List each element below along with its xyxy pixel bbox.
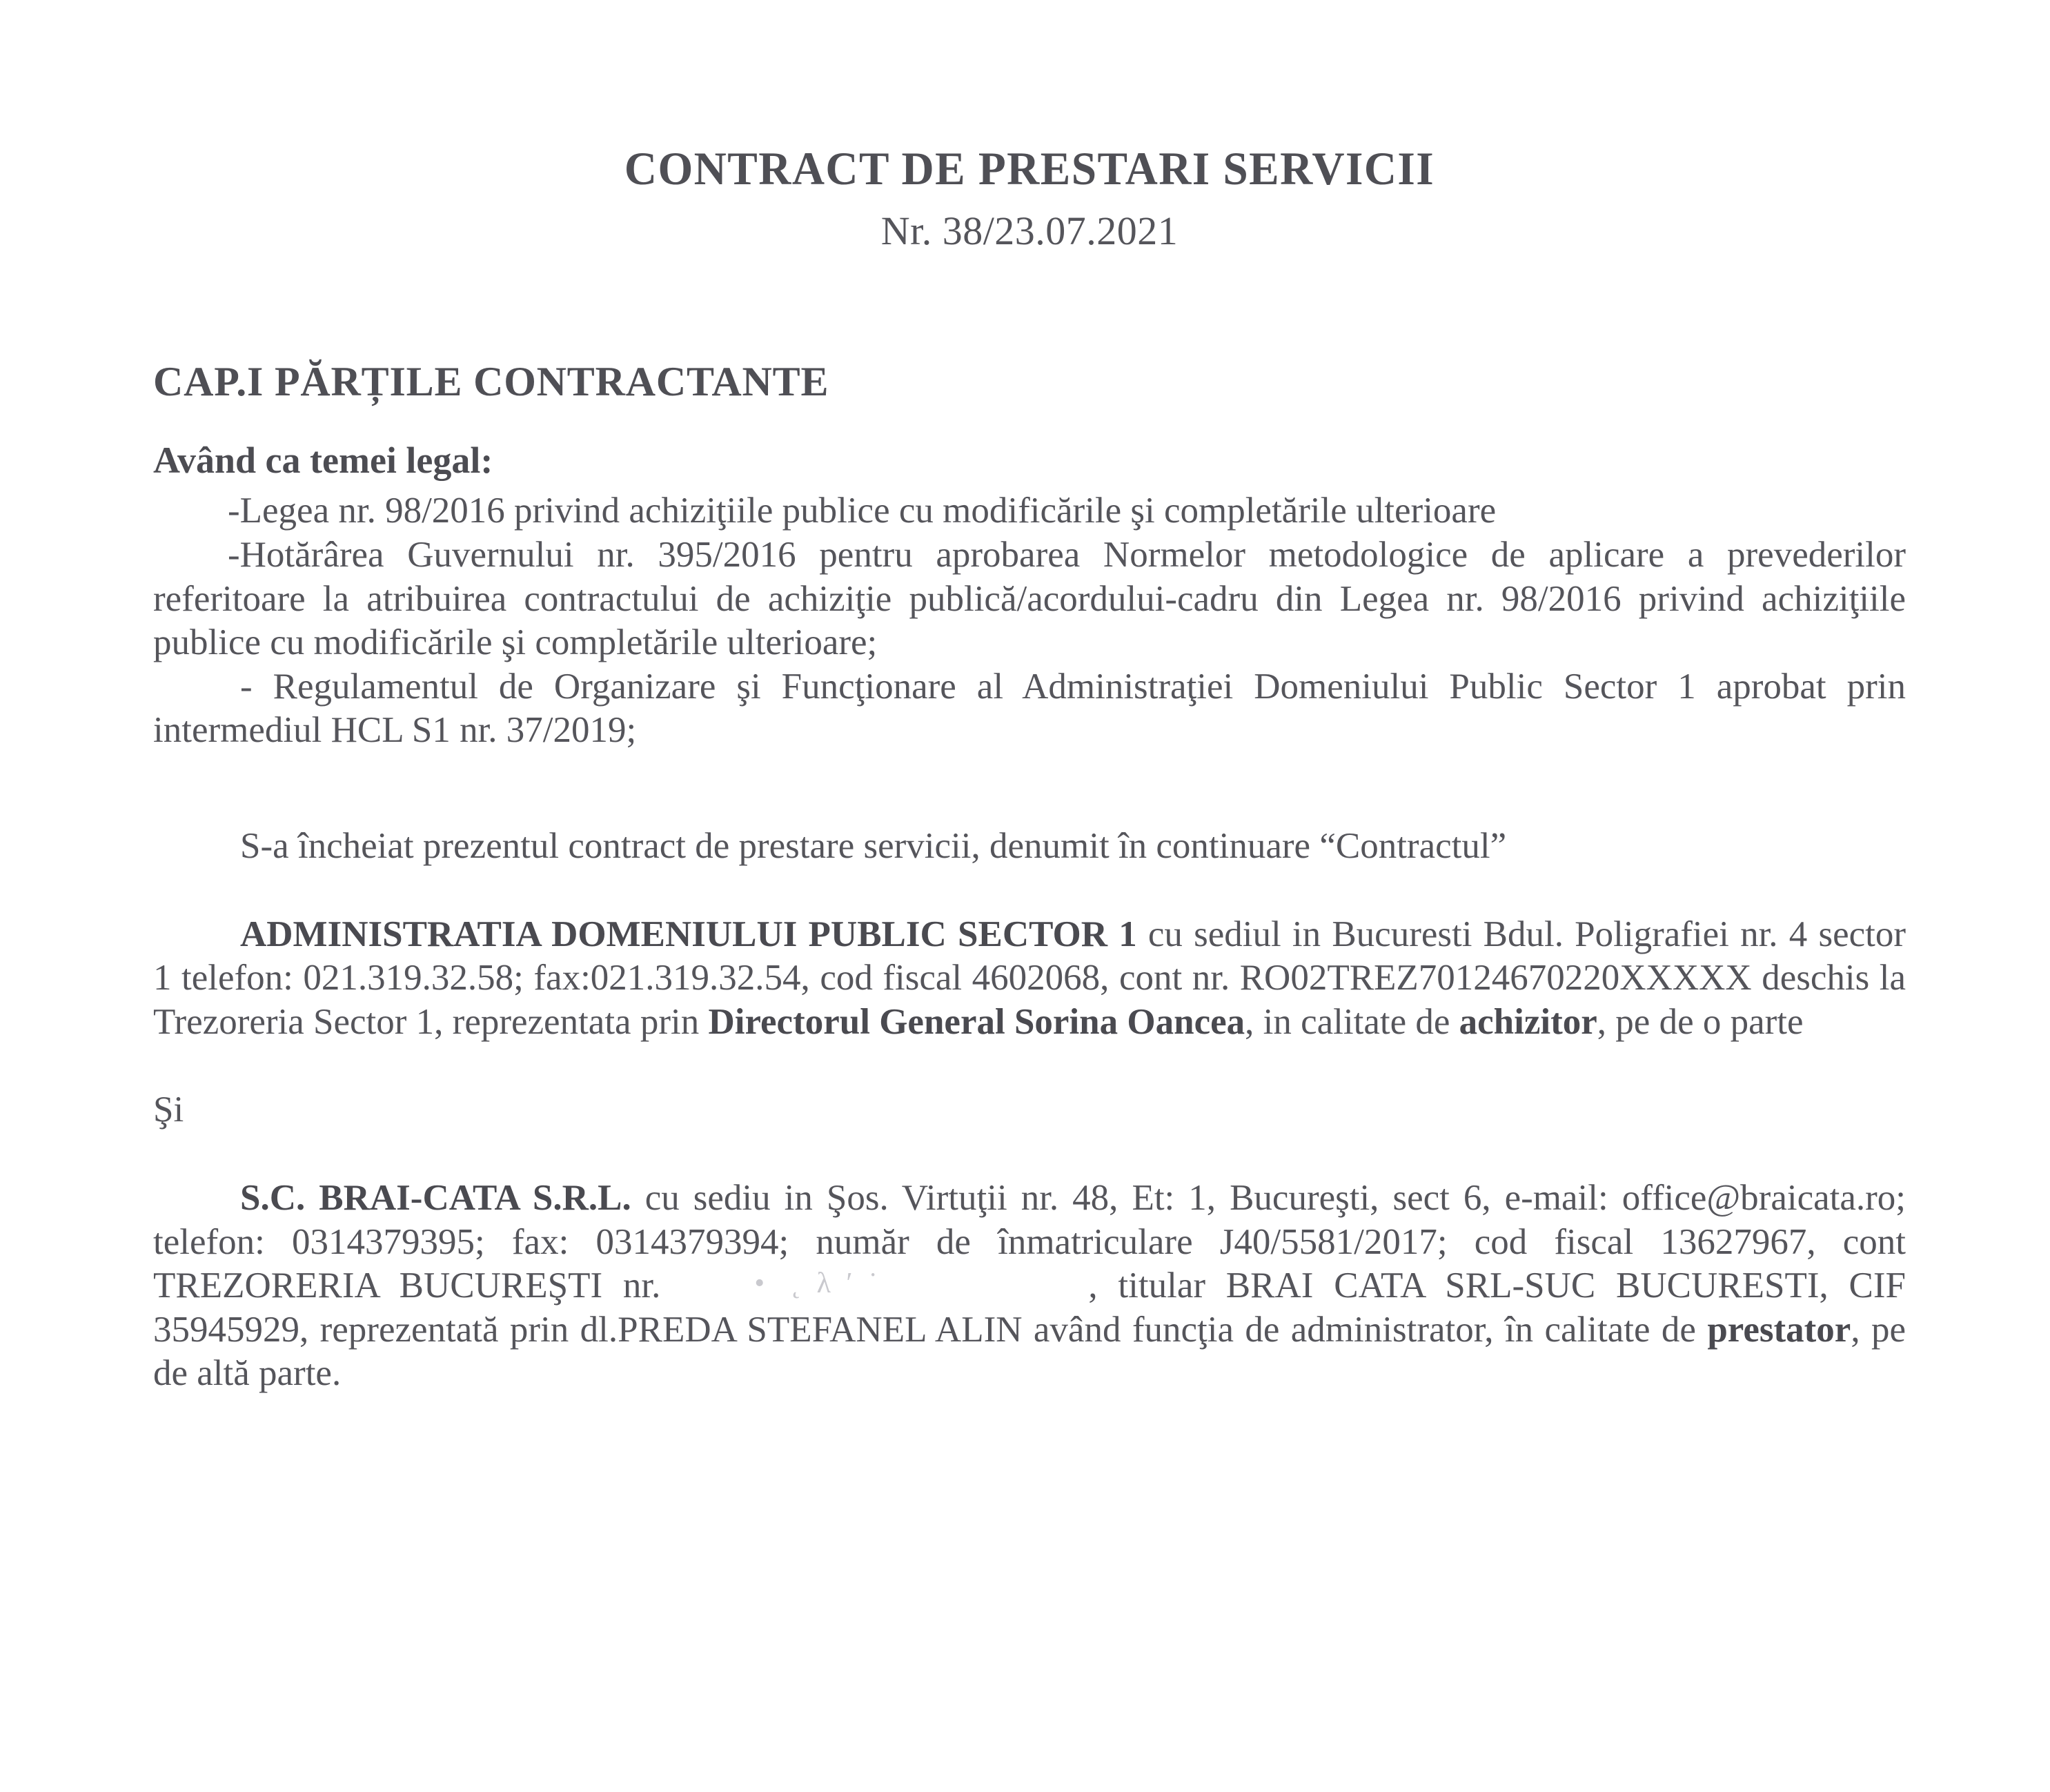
acquirer-name: ADMINISTRATIA DOMENIULUI PUBLIC SECTOR 1 (240, 914, 1137, 954)
provider-closing: , pe de altă parte. (153, 1309, 1906, 1394)
acquirer-representative: Directorul General Sorina Oancea (708, 1001, 1245, 1042)
conjunction-si: Şi (153, 1090, 184, 1130)
legal-basis-label: Având ca temei legal: (153, 440, 493, 481)
page-title: CONTRACT DE PRESTARI SERVICII (624, 142, 1435, 195)
provider-name: S.C. BRAI-CATA S.R.L. (240, 1178, 631, 1218)
spacer (153, 1132, 1906, 1176)
party-acquirer-paragraph (153, 913, 1906, 1045)
provider-role: prestator (1707, 1309, 1851, 1350)
chapter-heading: CAP.I PĂRȚILE CONTRACTANTE (153, 359, 829, 404)
acquirer-details: cu sediul in Bucuresti Bdul. Poligrafiei nr. 4 sector 1 telefon: 021.319.32.58; fax:021.319.32.54, cod fiscal 4602068, cont nr. RO02TREZ70124670220XXXXX deschis la Trezoreria Sector 1, reprezentata prin (153, 914, 1906, 1042)
document-content (153, 0, 1906, 1396)
preamble-paragraph: S-a încheiat prezentul contract de prestare servicii, denumit în continuare “Contractul” (240, 826, 1507, 867)
contract-number: Nr. 38/23.07.2021 (880, 208, 1179, 253)
provider-details: cu sediu in Şos. Virtuţii nr. 48, Et: 1, Bucureşti, sect 6, e-mail: office@braicata.ro; telefon: 0314379395; fax: 0314379394; număr de înmatriculare J40/5581/2017; cod fiscal 13627967, cont TREZORERIA BUCUREŞTI nr. (153, 1178, 1906, 1306)
provider-account-titular: , titular BRAI CATA SRL-SUC BUCURESTI, CIF 35945929, reprezentată prin dl.PREDA STEFANEL ALIN având funcţia de administrator, în calitate de (153, 1266, 1906, 1350)
legal-basis-item-2: -Hotărârea Guvernului nr. 395/2016 pentru aprobarea Normelor metodologice de aplicare a prevederilor referitoare la atribuirea contractului de achiziţie publică/acordului-cadru din Legea nr. 98/2016 privind achiziţiile publice cu modificările şi completările ulterioare; (153, 535, 1906, 663)
party-provider-paragraph (153, 1176, 1906, 1396)
spacer (153, 481, 1906, 489)
acquirer-capacity-prefix: , in calitate de (1245, 1001, 1459, 1042)
legal-basis-item-3: - Regulamentul de Organizare şi Funcţionare al Administraţiei Domeniului Public Sector 1 aprobat prin intermediul HCL S1 nr. 37/2019; (153, 666, 1906, 751)
spacer (153, 869, 1906, 913)
acquirer-role: achizitor (1459, 1001, 1597, 1042)
spacer (153, 753, 1906, 825)
legal-basis-item-1: -Legea nr. 98/2016 privind achiziţiile publice cu modificările şi completările ulterioare (228, 491, 1497, 531)
spacer (153, 1044, 1906, 1088)
acquirer-closing: , pe de o parte (1597, 1001, 1804, 1042)
